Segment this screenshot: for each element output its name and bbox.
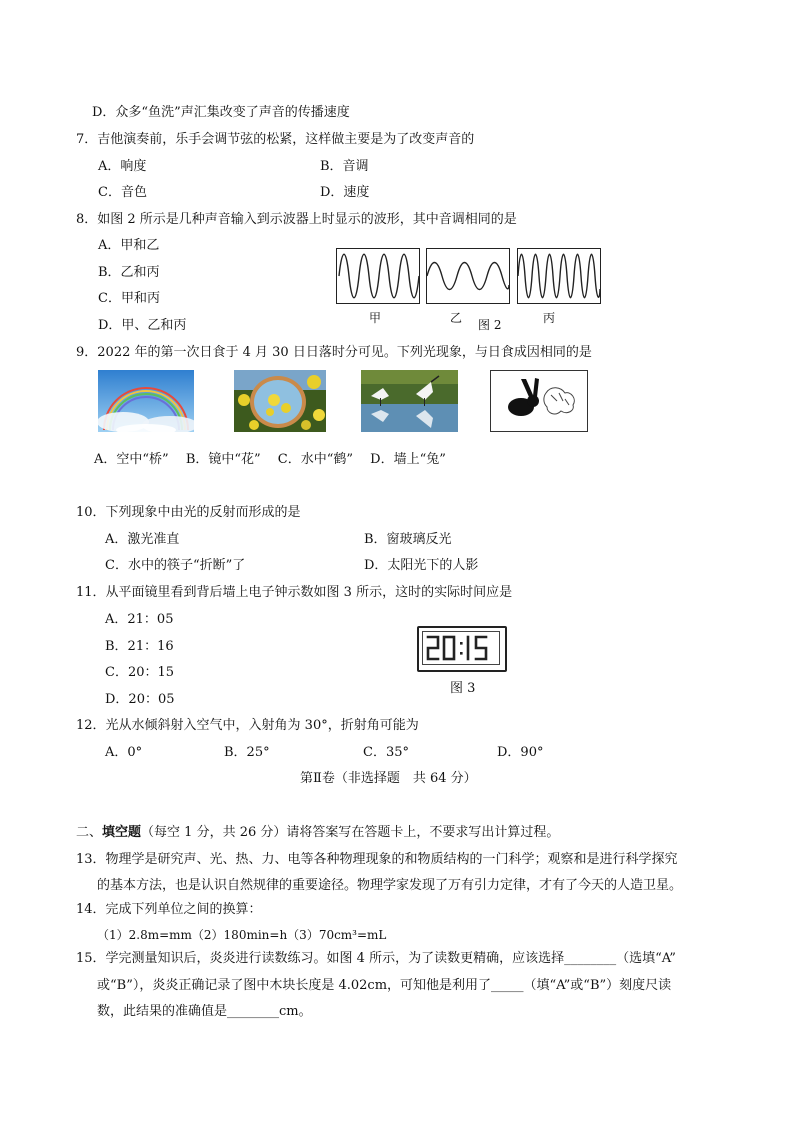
q8-stem: 8．如图 2 所示是几种声音输入到示波器上时显示的波形，其中音调相同的是 bbox=[76, 212, 517, 227]
shadow-rabbit-image bbox=[490, 370, 588, 432]
digital-clock bbox=[417, 626, 507, 672]
clock-digits bbox=[423, 632, 499, 664]
waveform-bing bbox=[517, 248, 601, 304]
q8-option-c: C．甲和丙 bbox=[98, 291, 160, 306]
q13-line-2: 的基本方法，也是认识自然规律的重要途径。物理学家发现了万有引力定律，才有了今天的人造卫星。 bbox=[97, 878, 683, 893]
part-2-title: 第Ⅱ卷（非选择题 共 64 分） bbox=[300, 771, 477, 786]
q15-line-2: 或“B”），炎炎正确记录了图中木块长度是 4.02cm，可知他是利用了_____（填“A”或“B”）刻度尺读 bbox=[97, 978, 672, 993]
q9-stem: 9．2022 年的第一次日食于 4 月 30 日日落时分可见。下列光现象，与日食成因相同的是 bbox=[76, 345, 592, 360]
wave-label-bing: 丙 bbox=[543, 311, 556, 325]
q8-option-d: D．甲、乙和丙 bbox=[98, 318, 187, 333]
q10-option-d: D．太阳光下的人影 bbox=[364, 558, 479, 573]
waveform-yi bbox=[426, 248, 510, 304]
q10-option-c: C．水中的筷子“折断”了 bbox=[105, 558, 246, 573]
section-2-instructions: （每空 1 分，共 26 分）请将答案写在答题卡上，不要求写出计算过程。 bbox=[141, 825, 560, 840]
q7-option-c: C．音色 bbox=[98, 185, 147, 200]
q15-line-3: 数，此结果的准确值是________cm。 bbox=[97, 1004, 312, 1019]
q10-stem: 10．下列现象中由光的反射而形成的是 bbox=[76, 505, 301, 520]
crane-reflection-image bbox=[361, 370, 458, 432]
rainbow-image bbox=[98, 370, 194, 432]
waveform-jia bbox=[336, 248, 420, 304]
q10-option-a: A．激光准直 bbox=[105, 532, 180, 547]
q9-options: A．空中“桥” B．镜中“花” C．水中“鹤” D．墙上“兔” bbox=[94, 452, 446, 467]
q11-option-b: B．21：16 bbox=[105, 639, 174, 654]
q12-option-a: A．0° bbox=[105, 745, 143, 760]
q13-line-1: 13．物理学是研究声、光、热、力、电等各种物理现象的和物质结构的一门科学；观察和是进行科学探究 bbox=[76, 852, 678, 867]
clock-screen bbox=[422, 631, 500, 665]
q7-option-d: D．速度 bbox=[320, 185, 370, 200]
q7-option-b: B．音调 bbox=[320, 159, 369, 174]
q11-stem: 11．从平面镜里看到背后墙上电子钟示数如图 3 所示，这时的实际时间应是 bbox=[76, 585, 513, 600]
figure-2-caption: 图 2 bbox=[478, 318, 502, 332]
q11-option-c: C．20：15 bbox=[105, 665, 175, 680]
q14-items: （1）2.8m=mm（2）180min=h（3）70cm³=mL bbox=[97, 928, 387, 942]
q10-option-b: B．窗玻璃反光 bbox=[364, 532, 452, 547]
figure-3-caption: 图 3 bbox=[450, 681, 476, 696]
wave-label-jia: 甲 bbox=[369, 311, 382, 325]
section-2-number: 二、 bbox=[76, 825, 103, 840]
wave-label-yi: 乙 bbox=[450, 311, 463, 325]
section-2-heading bbox=[76, 824, 559, 842]
q12-option-b: B．25° bbox=[224, 745, 270, 760]
q8-option-a: A．甲和乙 bbox=[98, 238, 160, 253]
q11-option-d: D．20：05 bbox=[105, 692, 175, 707]
q11-option-a: A．21：05 bbox=[105, 612, 174, 627]
q12-stem: 12．光从水倾斜射入空气中，入射角为 30°，折射角可能为 bbox=[76, 718, 419, 733]
q7-option-a: A．响度 bbox=[98, 159, 147, 174]
mirror-flower-image bbox=[234, 370, 326, 432]
section-2-title: 填空题 bbox=[102, 825, 142, 840]
q6-option-d: D．众多“鱼洗”声汇集改变了声音的传播速度 bbox=[92, 105, 350, 120]
q14-stem: 14．完成下列单位之间的换算： bbox=[76, 902, 262, 917]
q12-option-c: C．35° bbox=[363, 745, 409, 760]
q12-option-d: D．90° bbox=[497, 745, 544, 760]
q7-stem: 7．吉他演奏前，乐手会调节弦的松紧，这样做主要是为了改变声音的 bbox=[76, 132, 475, 147]
q15-line-1: 15．学完测量知识后，炎炎进行读数练习。如图 4 所示，为了读数更精确，应该选择________（选填“A” bbox=[76, 951, 676, 966]
q8-option-b: B．乙和丙 bbox=[98, 265, 160, 280]
